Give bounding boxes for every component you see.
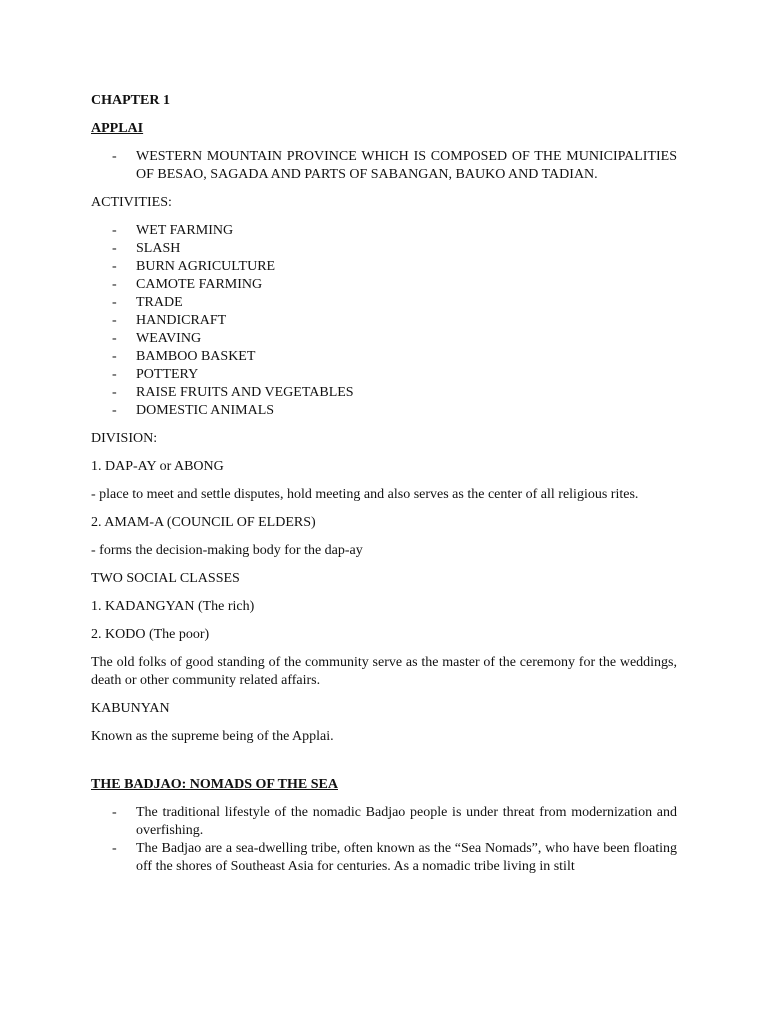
division-2-title: 2. AMAM-A (COUNCIL OF ELDERS) [91, 515, 316, 530]
activities-label: ACTIVITIES: [91, 195, 172, 210]
badjao-bullet-text: The Badjao are a sea-dwelling tribe, often known as the “Sea Nomads”, who have been floating off the shores of Southeast Asia for centuries. As a nomadic tribe living in stilt [136, 841, 677, 874]
list-item [91, 240, 677, 258]
dash-bullet: - [112, 259, 117, 274]
dash-bullet: - [112, 313, 117, 328]
applai-description-list [91, 148, 677, 184]
activities-list [91, 222, 677, 420]
dash-bullet: - [112, 385, 117, 400]
section-title-applai: APPLAI [91, 121, 144, 136]
activity-item: DOMESTIC ANIMALS [136, 403, 275, 418]
kabunyan-label: KABUNYAN [91, 701, 170, 716]
activity-item: RAISE FRUITS AND VEGETABLES [136, 385, 354, 400]
social-classes-label: TWO SOCIAL CLASSES [91, 571, 240, 586]
division-1-description: - place to meet and settle disputes, hold meeting and also serves as the center of all religious rites. [91, 487, 639, 502]
activity-item: SLASH [136, 241, 181, 256]
list-item [91, 402, 677, 420]
list-item [91, 384, 677, 402]
applai-description: WESTERN MOUNTAIN PROVINCE WHICH IS COMPOSED OF THE MUNICIPALITIES OF BESAO, SAGADA AND PARTS OF SABANGAN, BAUKO AND TADIAN. [136, 149, 677, 182]
list-item [91, 276, 677, 294]
activity-item: BURN AGRICULTURE [136, 259, 276, 274]
list-item [91, 366, 677, 384]
list-item [91, 330, 677, 348]
activity-item: WET FARMING [136, 223, 234, 238]
dash-bullet: - [112, 367, 117, 382]
dash-bullet: - [112, 223, 117, 238]
badjao-list [91, 804, 677, 876]
list-item [91, 804, 677, 840]
list-item [91, 222, 677, 240]
kabunyan-description: Known as the supreme being of the Applai. [91, 729, 334, 744]
dash-bullet: - [112, 277, 117, 292]
list-item [91, 258, 677, 276]
list-item [91, 148, 677, 184]
list-item [91, 294, 677, 312]
old-folks-paragraph: The old folks of good standing of the community serve as the master of the ceremony for the weddings, death or other community related affairs. [91, 655, 677, 688]
activity-item: HANDICRAFT [136, 313, 227, 328]
dash-bullet: - [112, 241, 117, 256]
section-title-badjao: THE BADJAO: NOMADS OF THE SEA [91, 777, 338, 792]
activity-item: CAMOTE FARMING [136, 277, 263, 292]
dash-bullet: - [112, 149, 117, 164]
social-class-2: 2. KODO (The poor) [91, 627, 210, 642]
chapter-heading: CHAPTER 1 [91, 93, 170, 108]
activity-item: POTTERY [136, 367, 199, 382]
activity-item: BAMBOO BASKET [136, 349, 256, 364]
activity-item: WEAVING [136, 331, 202, 346]
list-item [91, 312, 677, 330]
activity-item: TRADE [136, 295, 183, 310]
dash-bullet: - [112, 841, 117, 856]
dash-bullet: - [112, 295, 117, 310]
list-item [91, 840, 677, 876]
division-label: DIVISION: [91, 431, 158, 446]
document-body [91, 92, 677, 876]
badjao-bullet-text: The traditional lifestyle of the nomadic Badjao people is under threat from modernization and overfishing. [136, 805, 677, 838]
division-2-description: - forms the decision-making body for the dap-ay [91, 543, 363, 558]
social-class-1: 1. KADANGYAN (The rich) [91, 599, 255, 614]
dash-bullet: - [112, 349, 117, 364]
dash-bullet: - [112, 403, 117, 418]
dash-bullet: - [112, 805, 117, 820]
dash-bullet: - [112, 331, 117, 346]
list-item [91, 348, 677, 366]
division-1-title: 1. DAP-AY or ABONG [91, 459, 224, 474]
